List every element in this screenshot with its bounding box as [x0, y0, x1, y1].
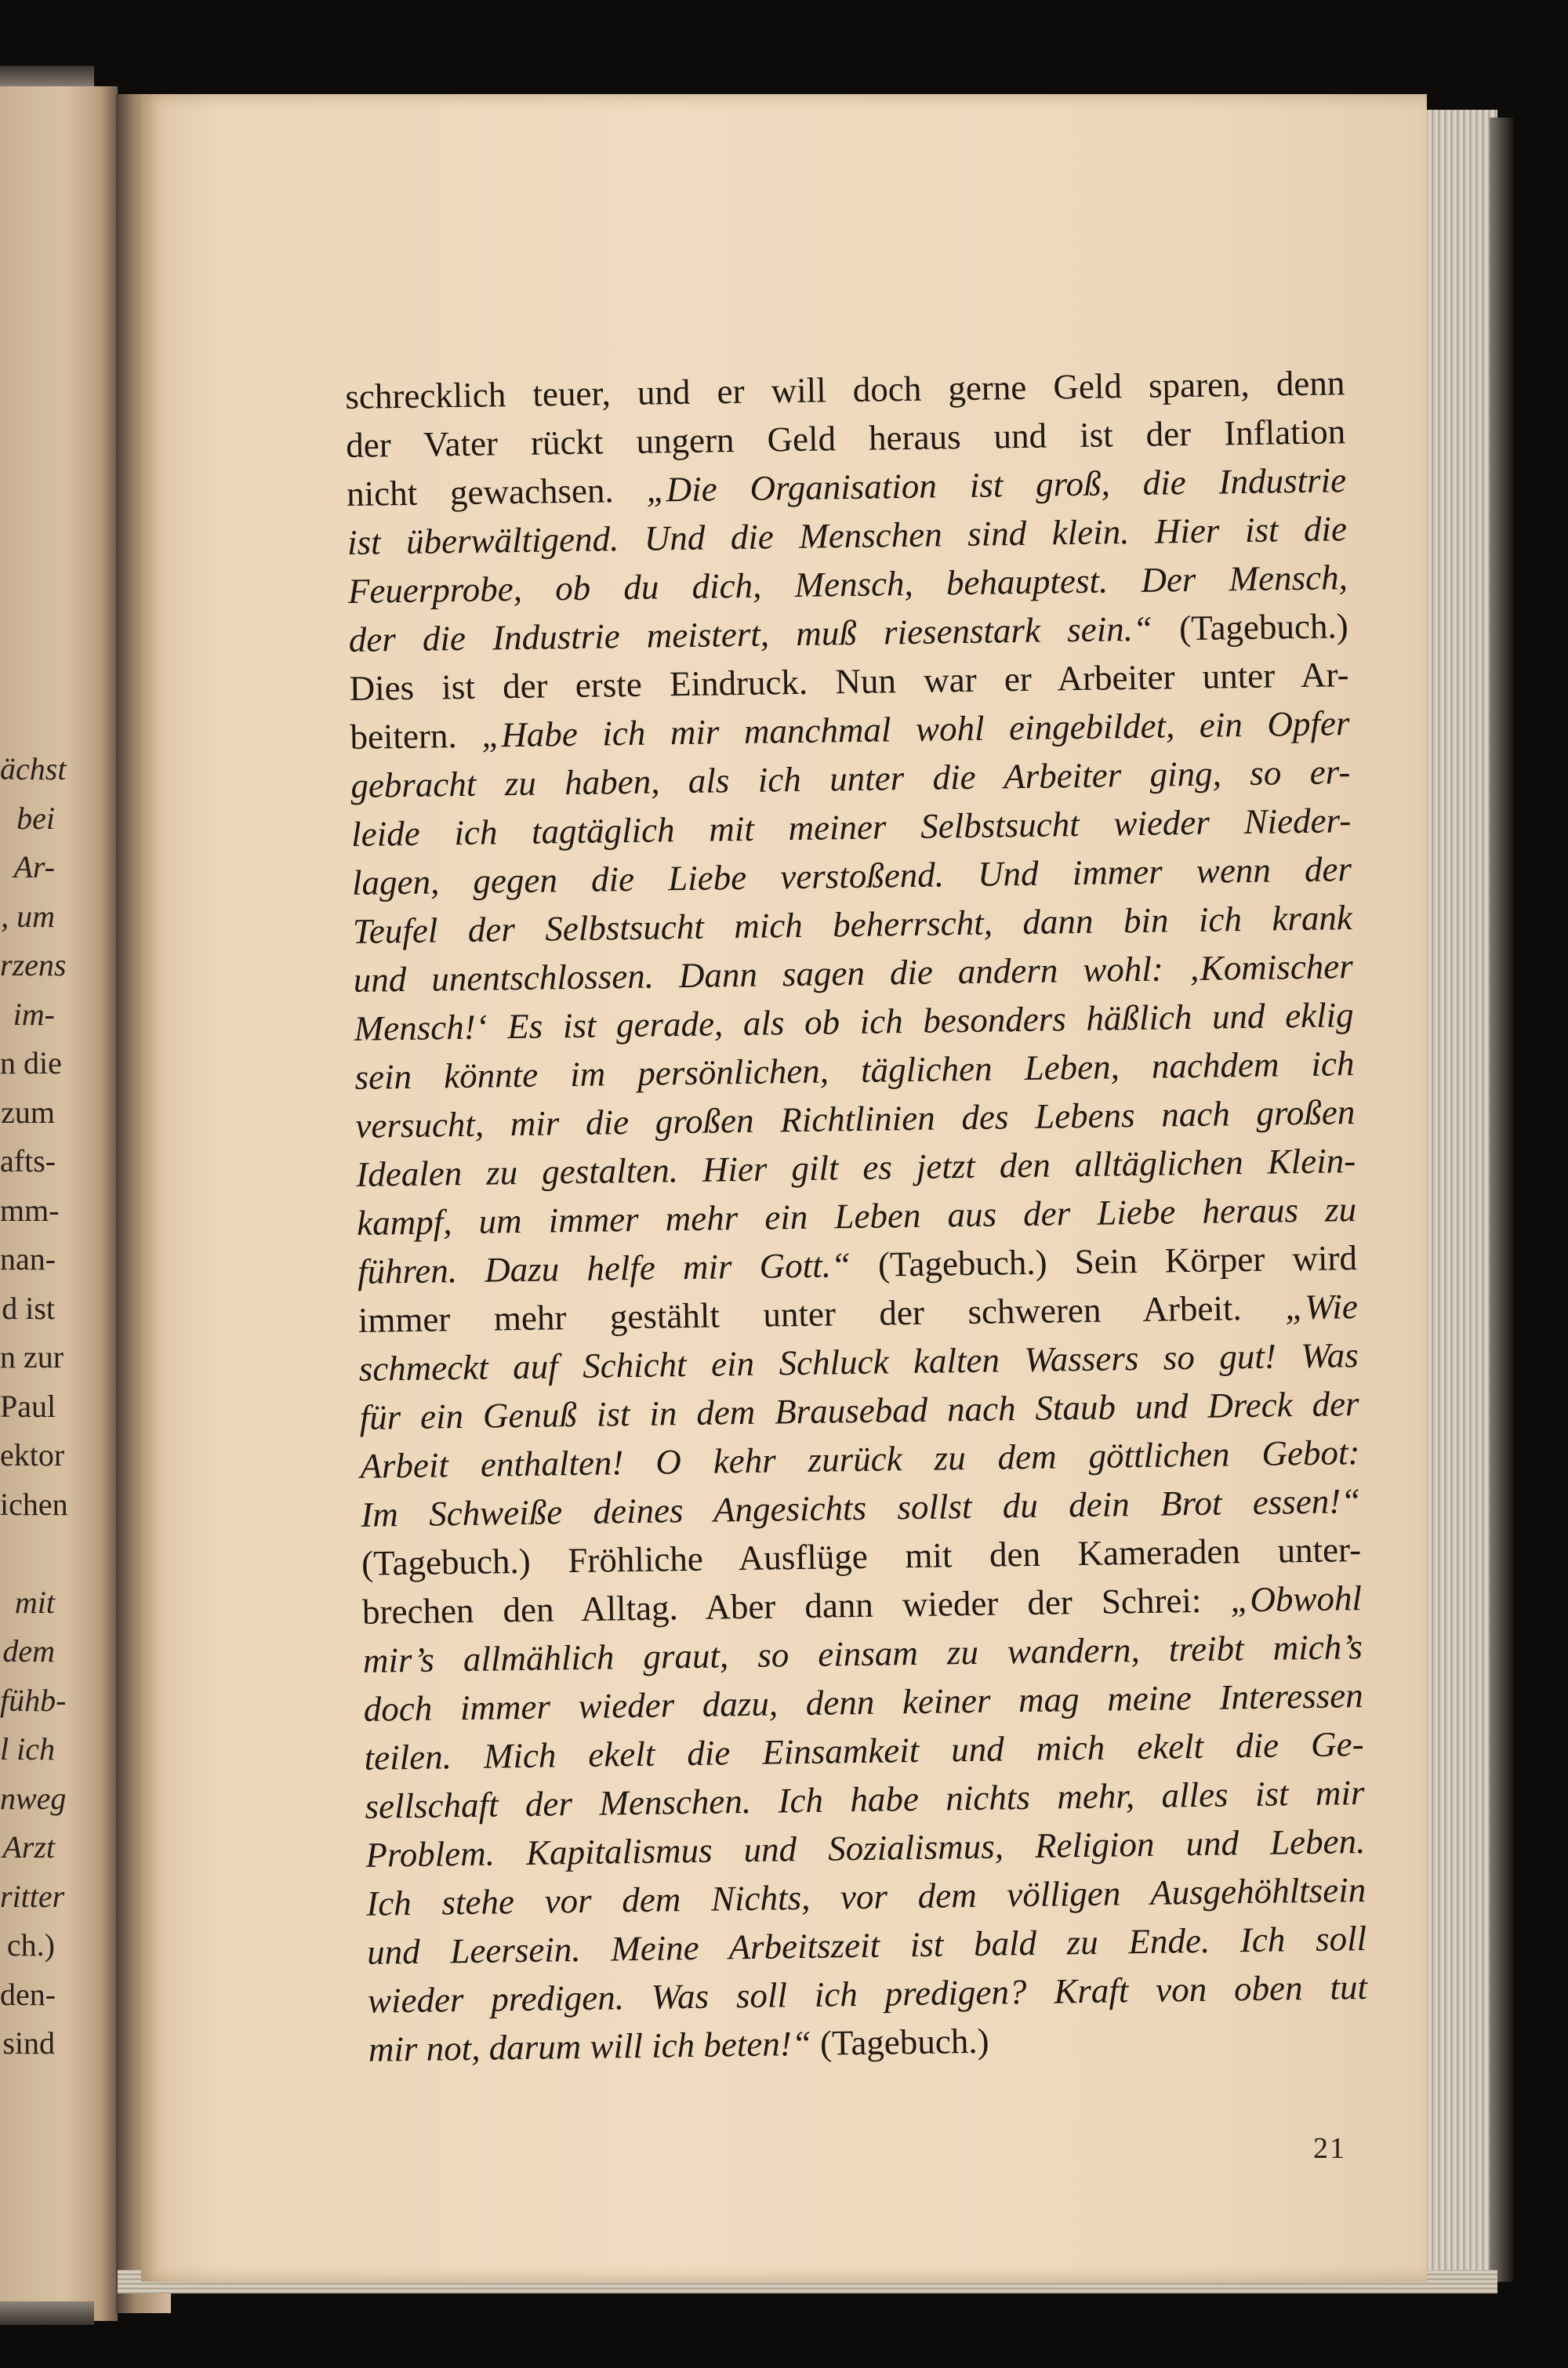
italic-quote-segment: für ein Genuß ist in dem Brausebad nach Staub und Dreck der: [359, 1384, 1359, 1437]
italic-quote-segment: kampf, um immer mehr ein Leben aus der Liebe heraus zu: [356, 1189, 1357, 1243]
italic-quote-segment: Feuerprobe, ob du dich, Mensch, behauptest. Der Mensch,: [347, 557, 1348, 611]
text-segment: (Tagebuch.) Fröhliche Ausflüge mit den Kameraden unter-: [361, 1530, 1362, 1583]
left-page-fragment: , um: [1, 898, 55, 934]
italic-quote-segment: lagen, gegen die Liebe verstoßend. Und immer wenn der: [351, 849, 1352, 903]
text-segment: brechen den Alltag. Aber dann wieder der Schrei:: [361, 1580, 1231, 1632]
text-segment: (Tagebuch.): [819, 2021, 989, 2063]
italic-quote-segment: Arbeit enthalten! O kehr zurück zu dem göttlichen Gebot:: [360, 1433, 1360, 1486]
left-page-fragment: den-: [0, 1976, 56, 2012]
italic-quote-segment: mir’s allmählich graut, so einsam zu wandern, treibt mich’s: [362, 1627, 1363, 1680]
left-page-fragment: Ar-: [13, 849, 55, 884]
right-page: [141, 94, 1427, 2282]
left-page-fragment: im-: [13, 996, 55, 1032]
italic-quote-segment: schmeckt auf Schicht ein Schluck kalten Wassers so gut! Was: [358, 1335, 1359, 1389]
left-page-fragment: mit: [14, 1584, 55, 1620]
left-page-bottom-edge: [0, 2301, 94, 2325]
text-segment: schrecklich teuer, und er will doch gerne Geld sparen, denn: [345, 363, 1345, 416]
italic-quote-segment: Teufel der Selbstsucht mich beherrscht, dann bin ich krank: [352, 898, 1353, 951]
italic-quote-segment: und Leersein. Meine Arbeitszeit ist bald zu Ende. Ich soll: [366, 1919, 1367, 1972]
left-page-fragment: ächst: [0, 751, 67, 786]
italic-quote-segment: sein könnte im persönlichen, täglichen Leben, nachdem ich: [354, 1044, 1355, 1097]
left-page-fragment: bei: [16, 800, 55, 836]
italic-quote-segment: Im Schweiße deines Angesichts sollst du dein Brot essen!“: [360, 1481, 1361, 1534]
italic-quote-segment: ist überwältigend. Und die Menschen sind klein. Hier ist die: [347, 509, 1348, 562]
italic-quote-segment: Problem. Kapitalismus und Sozialismus, Religion und Leben.: [365, 1821, 1366, 1875]
text-segment: der Vater rückt ungern Geld heraus und ist der Inflation: [345, 412, 1346, 465]
italic-quote-segment: „Wie: [1284, 1287, 1359, 1327]
text-segment: beitern.: [350, 715, 482, 757]
left-page-fragment: fühb-: [0, 1682, 67, 1718]
italic-quote-segment: mir not, darum will ich beten!“: [368, 2023, 821, 2069]
text-segment: (Tagebuch.) Sein Körper wird: [877, 1238, 1358, 1284]
italic-quote-segment: „Obwohl: [1230, 1578, 1363, 1620]
italic-quote-segment: versucht, mir die großen Richtlinien des Lebens nach großen: [355, 1092, 1356, 1146]
italic-quote-segment: der die Industrie meistert, muß riesenstark sein.“: [348, 608, 1180, 659]
page-number: 21: [1313, 2132, 1346, 2165]
text-segment: Dies ist der erste Eindruck. Nun war er Arbeiter unter Ar-: [349, 655, 1349, 708]
left-page-fragment: nan-: [0, 1241, 56, 1277]
left-page-fragment: ritter: [0, 1878, 65, 1914]
left-page-fragment: d ist: [2, 1290, 55, 1326]
italic-quote-segment: Mensch!‘ Es ist gerade, als ob ich besonders häßlich und eklig: [354, 995, 1354, 1048]
left-page-fragment: l ich: [0, 1731, 55, 1767]
left-page-fragment: mm-: [0, 1192, 60, 1228]
left-page-fragment: sind: [2, 2025, 55, 2061]
text-segment: (Tagebuch.): [1178, 606, 1348, 648]
italic-quote-segment: Ich stehe vor dem Nichts, vor dem völligen Ausgehöhltsein: [365, 1870, 1367, 1923]
left-page-text-fragments: [0, 745, 68, 2068]
left-page-fragment: ch.): [6, 1927, 55, 1963]
italic-quote-segment: „Habe ich mir manchmal wohl eingebildet, ein Opfer: [481, 703, 1350, 755]
left-page-fragment: Arzt: [2, 1829, 55, 1865]
italic-quote-segment: Idealen zu gestalten. Hier gilt es jetzt den alltäglichen Klein-: [355, 1141, 1356, 1194]
left-page-fragment: rzens: [0, 947, 67, 982]
italic-quote-segment: gebracht zu haben, als ich unter die Arbeiter ging, so er-: [350, 752, 1351, 805]
text-segment: immer mehr gestählt unter der schweren Arbeit.: [358, 1288, 1286, 1340]
italic-quote-segment: und unentschlossen. Dann sagen die andern wohl: ‚Komischer: [353, 946, 1354, 1000]
left-page-fragment: ichen: [0, 1486, 68, 1522]
left-page-fragment: afts-: [0, 1143, 56, 1179]
italic-quote-segment: leide ich tagtäglich mit meiner Selbstsucht wieder Nieder-: [350, 801, 1352, 854]
left-page-fragment: nweg: [0, 1780, 67, 1816]
left-page-fragment: dem: [2, 1633, 55, 1669]
page-stack-shadow: [1490, 118, 1513, 2282]
page-body-text: [345, 358, 1368, 2074]
left-page-fragment: zum: [1, 1094, 55, 1130]
left-page-fragment: Paul: [0, 1388, 56, 1424]
italic-quote-segment: teilen. Mich ekelt die Einsamkeit und mich ekelt die Ge-: [364, 1724, 1364, 1778]
italic-quote-segment: führen. Dazu helfe mir Gott.“: [357, 1244, 879, 1291]
left-page-fragment: n die: [0, 1045, 62, 1080]
italic-quote-segment: wieder predigen. Was soll ich predigen? Kraft von oben tut: [367, 1967, 1368, 2021]
left-page-fragment: [0, 1529, 55, 1578]
left-page-fragment: ektor: [0, 1437, 65, 1473]
left-page-fragment: n zur: [0, 1339, 64, 1375]
text-segment: nicht gewachsen.: [346, 470, 647, 514]
italic-quote-segment: doch immer wieder dazu, denn keiner mag meine Interessen: [363, 1676, 1364, 1729]
italic-quote-segment: „Die Organisation ist groß, die Industrie: [646, 460, 1347, 510]
left-page: [0, 86, 118, 2321]
italic-quote-segment: sellschaft der Menschen. Ich habe nichts mehr, alles ist mir: [365, 1773, 1365, 1826]
